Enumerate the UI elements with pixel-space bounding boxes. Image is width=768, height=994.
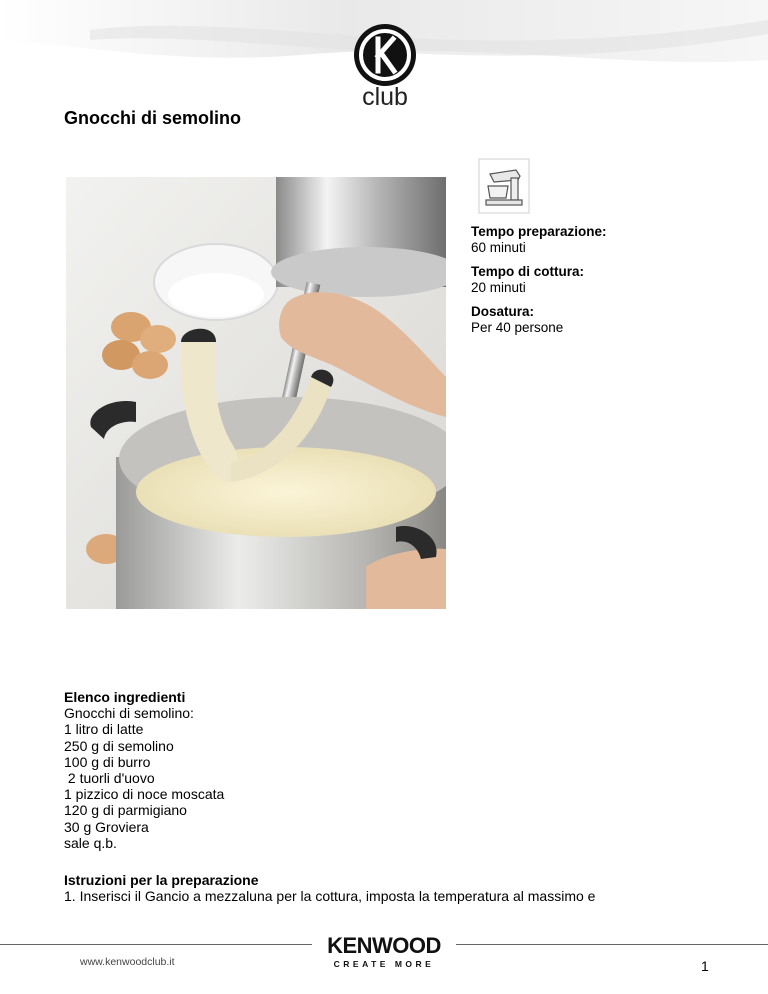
cook-time-block: [471, 264, 731, 296]
instructions-heading: Istruzioni per la preparazione: [64, 872, 259, 888]
servings-block: [471, 304, 731, 336]
stand-mixer-icon: [478, 158, 530, 214]
ingredient-item: 1 litro di latte: [64, 721, 144, 738]
ingredient-item: Gnocchi di semolino:: [64, 705, 194, 722]
recipe-title: Gnocchi di semolino: [64, 108, 242, 128]
recipe-photo: [66, 177, 446, 609]
cook-time-label: Tempo di cottura:: [471, 264, 584, 279]
kenwood-brand-logo: [318, 934, 450, 970]
instructions-step-text: 1. Inserisci il Gancio a mezzaluna per la cottura, imposta la temperatura al massimo e: [64, 888, 596, 905]
footer-divider-left: [0, 944, 312, 945]
instructions-section: [64, 872, 624, 904]
recipe-info: [471, 224, 731, 344]
ingredient-item: 120 g di parmigiano: [64, 802, 187, 819]
ingredients-section: [64, 689, 464, 851]
logo-club-text: club: [362, 83, 408, 111]
ingredient-item: 2 tuorli d'uovo: [64, 770, 155, 787]
k-circle-icon: [352, 22, 418, 88]
brand-tagline: CREATE MORE: [333, 959, 435, 969]
ingredient-item: 1 pizzico di noce moscata: [64, 786, 225, 803]
page-number: 1: [701, 958, 709, 974]
prep-time-label: Tempo preparazione:: [471, 224, 607, 239]
cook-time-value: 20 minuti: [471, 280, 526, 295]
servings-label: Dosatura:: [471, 304, 535, 319]
prep-time-value: 60 minuti: [471, 240, 526, 255]
footer-divider-right: [456, 944, 768, 945]
ingredient-item: 250 g di semolino: [64, 737, 174, 754]
footer-website-link[interactable]: www.kenwoodclub.it: [80, 956, 175, 968]
servings-value: Per 40 persone: [471, 320, 564, 335]
brand-name: KENWOOD: [327, 933, 441, 958]
ingredient-item: 30 g Groviera: [64, 818, 149, 835]
prep-time-block: [471, 224, 731, 256]
kclub-logo: [352, 22, 418, 111]
ingredient-item: 100 g di burro: [64, 753, 151, 770]
ingredients-heading: Elenco ingredienti: [64, 689, 186, 705]
ingredient-item: sale q.b.: [64, 834, 117, 851]
